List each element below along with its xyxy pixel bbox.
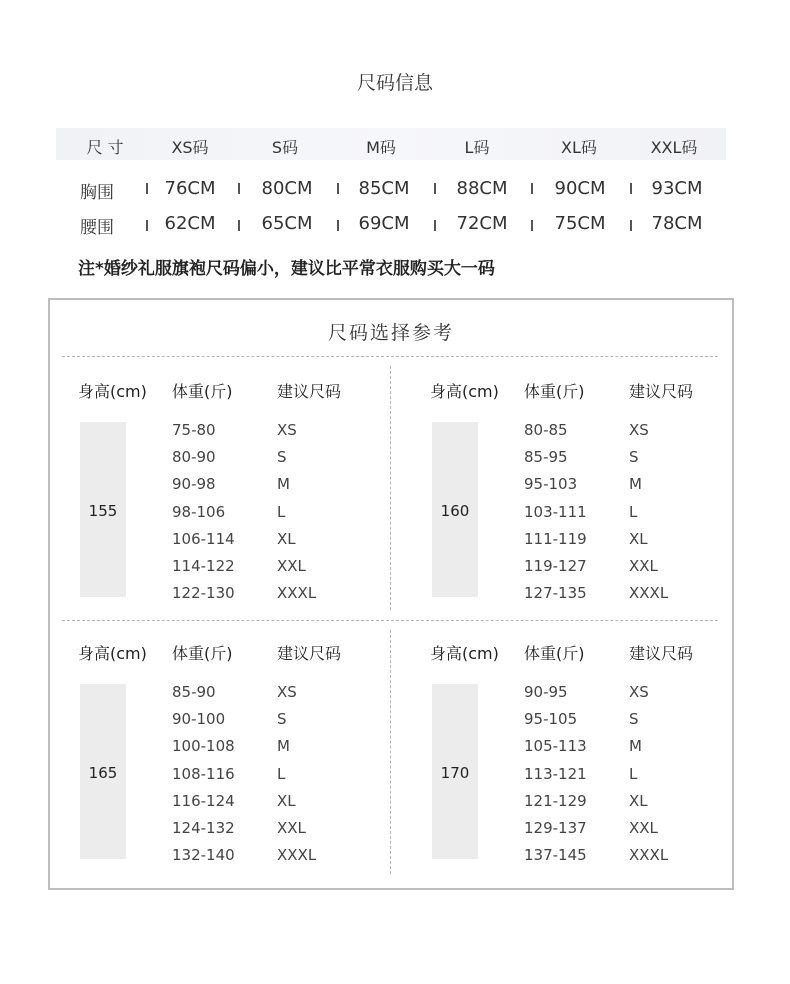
waist-m: 69CM — [358, 213, 410, 234]
weight-header: 体重(斤) — [524, 644, 585, 663]
title-divider — [62, 356, 718, 357]
weight-range: 113-121 — [524, 764, 587, 783]
separator-tick — [238, 183, 240, 194]
waist-xs: 62CM — [164, 213, 216, 234]
header-l: L码 — [464, 138, 490, 157]
size-header: 建议尺码 — [277, 382, 342, 401]
weight-header: 体重(斤) — [524, 382, 585, 401]
weight-range: 111-119 — [524, 529, 587, 548]
recommended-size: M — [629, 475, 642, 494]
weight-range: 90-98 — [172, 475, 216, 494]
recommended-size: XXL — [277, 818, 306, 837]
recommended-size: L — [629, 764, 638, 783]
height-header: 身高(cm) — [78, 644, 147, 663]
recommended-size: XXXL — [277, 846, 317, 865]
weight-range: 85-95 — [524, 448, 568, 467]
separator-tick — [531, 183, 533, 194]
weight-range: 137-145 — [524, 846, 587, 865]
recommended-size: M — [277, 737, 290, 756]
height-cell — [80, 422, 126, 597]
separator-tick — [337, 183, 339, 194]
separator-tick — [630, 220, 632, 231]
weight-range: 119-127 — [524, 556, 587, 575]
reference-group-155 — [48, 379, 378, 629]
weight-range: 132-140 — [172, 846, 235, 865]
weight-range: 75-80 — [172, 421, 216, 439]
recommended-size: XXL — [629, 818, 658, 837]
height-header: 身高(cm) — [78, 382, 147, 401]
chest-m: 85CM — [358, 178, 410, 199]
weight-range: 103-111 — [524, 502, 587, 521]
chest-label: 胸围 — [80, 183, 114, 203]
header-xxl: XXL码 — [650, 138, 698, 157]
weight-range: 129-137 — [524, 818, 587, 837]
chest-xl: 90CM — [554, 178, 606, 199]
waist-s: 65CM — [261, 213, 313, 234]
recommended-size: XXXL — [277, 584, 317, 603]
recommended-size: S — [277, 710, 287, 729]
weight-header: 体重(斤) — [172, 382, 233, 401]
separator-tick — [238, 220, 240, 231]
weight-range: 106-114 — [172, 529, 235, 548]
weight-range: 124-132 — [172, 818, 235, 837]
recommended-size: XXXL — [629, 584, 669, 603]
separator-tick — [434, 183, 436, 194]
height-value: 165 — [88, 764, 118, 782]
recommended-size: XXL — [629, 556, 658, 575]
recommended-size: XS — [629, 683, 649, 701]
recommended-size: M — [629, 737, 642, 756]
weight-range: 105-113 — [524, 737, 587, 756]
weight-range: 121-129 — [524, 791, 587, 810]
chest-xxl: 93CM — [651, 178, 703, 199]
weight-range: 90-95 — [524, 683, 568, 701]
weight-range: 122-130 — [172, 584, 235, 603]
height-header: 身高(cm) — [430, 382, 499, 401]
recommended-size: S — [629, 448, 639, 467]
weight-range: 85-90 — [172, 683, 216, 701]
recommended-size: L — [629, 502, 638, 521]
weight-range: 108-116 — [172, 764, 235, 783]
height-value: 160 — [440, 502, 470, 520]
separator-tick — [434, 220, 436, 231]
page-title: 尺码信息 — [356, 72, 433, 94]
header-xl: XL码 — [561, 138, 597, 157]
waist-xxl: 78CM — [651, 213, 703, 234]
separator-tick — [630, 183, 632, 194]
waist-l: 72CM — [456, 213, 508, 234]
recommended-size: XXL — [277, 556, 306, 575]
weight-range: 116-124 — [172, 791, 235, 810]
reference-title: 尺码选择参考 — [327, 322, 454, 344]
size-note: 注*婚纱礼服旗袍尺码偏小，建议比平常衣服购买大一码 — [78, 259, 495, 279]
weight-range: 114-122 — [172, 556, 235, 575]
separator-tick — [337, 220, 339, 231]
header-xs: XS码 — [171, 138, 209, 157]
weight-range: 90-100 — [172, 710, 226, 729]
reference-group-170 — [400, 641, 730, 891]
column-divider-bottom — [390, 630, 391, 874]
waist-label: 腰围 — [80, 218, 114, 238]
separator-tick — [531, 220, 533, 231]
chest-l: 88CM — [456, 178, 508, 199]
recommended-size: XL — [629, 529, 648, 548]
height-value: 155 — [88, 502, 118, 520]
weight-range: 95-103 — [524, 475, 578, 494]
weight-range: 100-108 — [172, 737, 235, 756]
height-value: 170 — [440, 764, 470, 782]
weight-range: 95-105 — [524, 710, 578, 729]
recommended-size: XXXL — [629, 846, 669, 865]
size-header: 建议尺码 — [629, 644, 694, 663]
height-cell — [432, 422, 478, 597]
weight-range: 127-135 — [524, 584, 587, 603]
height-cell — [80, 684, 126, 859]
recommended-size: XS — [629, 421, 649, 439]
recommended-size: XL — [629, 791, 648, 810]
weight-header: 体重(斤) — [172, 644, 233, 663]
waist-xl: 75CM — [554, 213, 606, 234]
chest-xs: 76CM — [164, 178, 216, 199]
recommended-size: XL — [277, 791, 296, 810]
recommended-size: S — [277, 448, 287, 467]
reference-group-165 — [48, 641, 378, 891]
header-s: S码 — [271, 138, 299, 157]
separator-tick — [146, 183, 148, 194]
header-m: M码 — [366, 138, 396, 157]
height-cell — [432, 684, 478, 859]
recommended-size: L — [277, 502, 286, 521]
weight-range: 80-85 — [524, 421, 568, 439]
separator-tick — [146, 220, 148, 231]
reference-group-160 — [400, 379, 730, 629]
weight-range: 98-106 — [172, 502, 226, 521]
size-header: 建议尺码 — [629, 382, 694, 401]
recommended-size: XL — [277, 529, 296, 548]
recommended-size: XS — [277, 421, 297, 439]
header-size-label: 尺 寸 — [86, 138, 124, 157]
recommended-size: M — [277, 475, 290, 494]
chest-s: 80CM — [261, 178, 313, 199]
height-header: 身高(cm) — [430, 644, 499, 663]
size-header: 建议尺码 — [277, 644, 342, 663]
recommended-size: S — [629, 710, 639, 729]
column-divider-top — [390, 366, 391, 610]
recommended-size: L — [277, 764, 286, 783]
recommended-size: XS — [277, 683, 297, 701]
weight-range: 80-90 — [172, 448, 216, 467]
